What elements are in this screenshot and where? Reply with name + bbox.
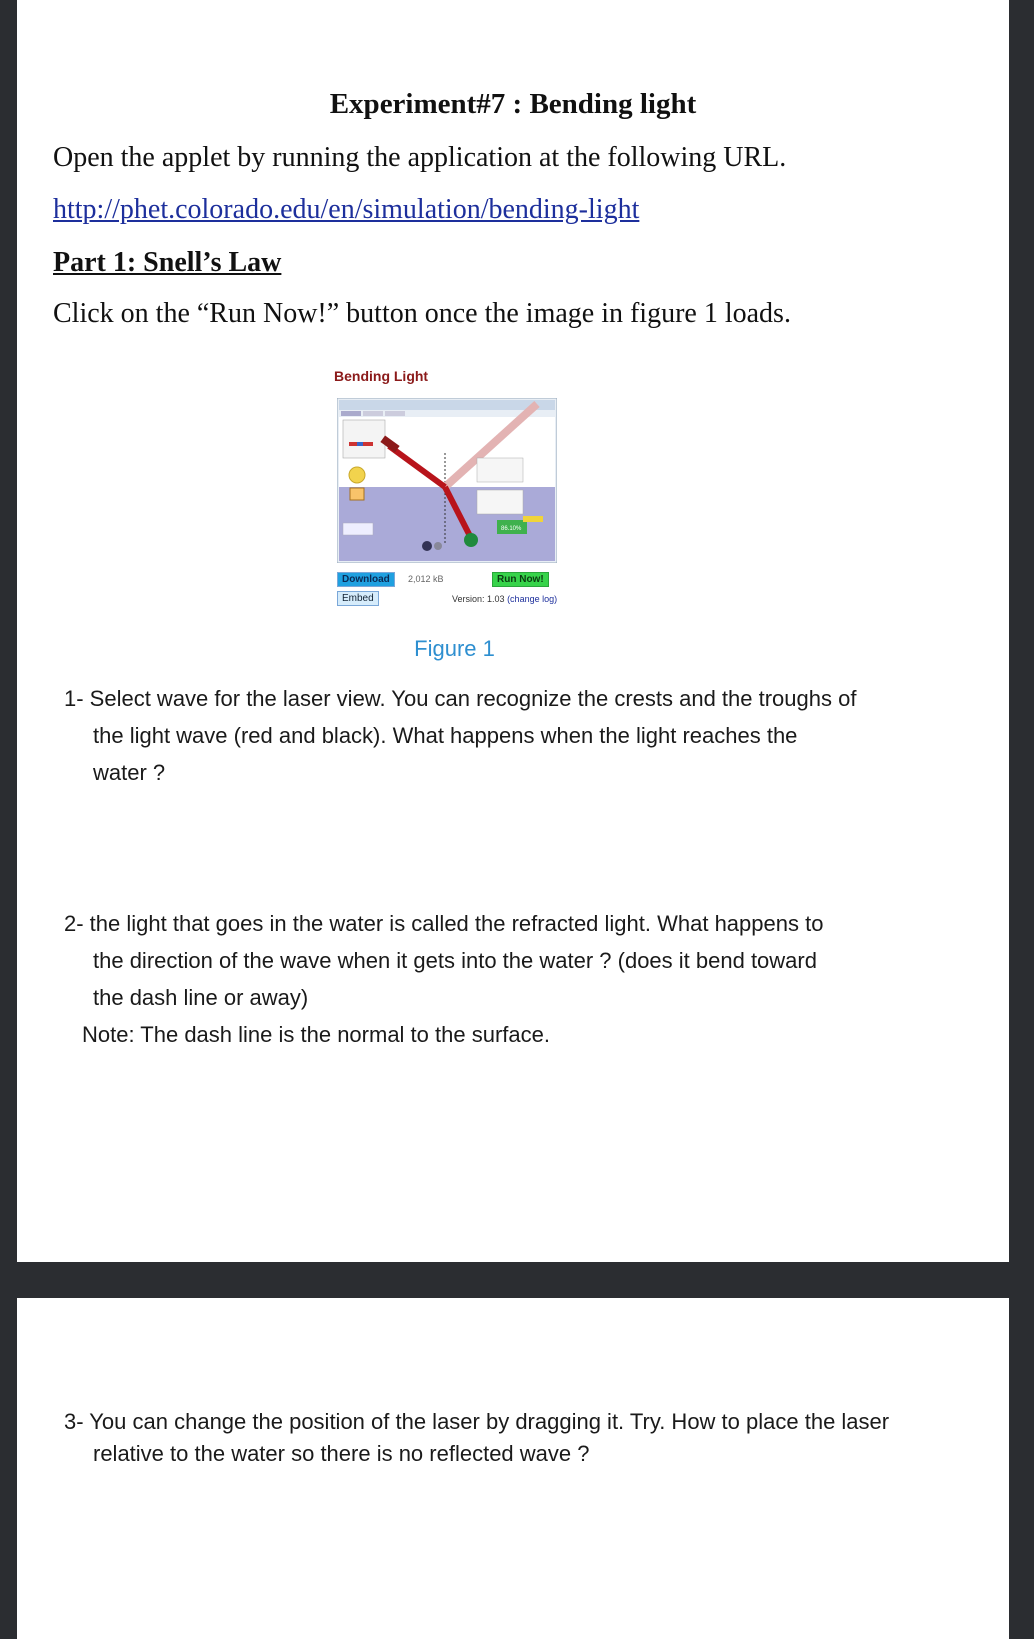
tool-box — [343, 523, 373, 535]
question-3-line-2: relative to the water so there is no reflected wave ? — [93, 1441, 590, 1466]
step-button — [434, 542, 442, 550]
pause-button — [422, 541, 432, 551]
intensity-meter-icon — [350, 488, 364, 500]
intensity-readout: 86.10% — [501, 526, 522, 532]
applet-screenshot — [337, 398, 557, 563]
question-2-note: Note: The dash line is the normal to the surface. — [82, 1022, 550, 1047]
embed-button[interactable]: Embed — [337, 591, 379, 606]
intensity-sensor — [464, 533, 478, 547]
figure-1 — [332, 368, 582, 608]
run-now-instruction: Click on the “Run Now!” button once the image in figure 1 loads. — [53, 298, 791, 329]
change-log-link[interactable]: (change log) — [507, 594, 558, 604]
figure-header: Bending Light — [334, 368, 429, 384]
question-3-line-1: 3- You can change the position of the laser by dragging it. Try. How to place the laser — [64, 1409, 890, 1434]
question-2-line-1: 2- the light that goes in the water is called the refracted light. What happens to — [64, 911, 824, 936]
material-panel-top — [477, 458, 523, 482]
question-1-line-1: 1- Select wave for the laser view. You can recognize the crests and the troughs of — [64, 686, 857, 711]
material-panel-bottom — [477, 490, 523, 514]
wavelength-bar-blue — [357, 442, 363, 446]
simulation-url-link[interactable]: http://phet.colorado.edu/en/simulation/bending-light — [53, 194, 640, 225]
part1-heading: Part 1: Snell’s Law — [53, 247, 282, 278]
run-now-button[interactable]: Run Now! — [492, 572, 549, 587]
file-size: 2,012 kB — [408, 574, 444, 584]
question-2-line-2: the direction of the wave when it gets into the water ? (does it bend toward — [93, 948, 817, 973]
version-text: Version: 1.03 — [452, 594, 505, 604]
applet-titlebar — [339, 400, 555, 410]
download-button[interactable]: Download — [337, 572, 395, 587]
question-1-line-3: water ? — [93, 760, 166, 785]
tab — [363, 411, 383, 416]
page-title: Experiment#7 : Bending light — [329, 88, 697, 120]
figure-caption: Figure 1 — [414, 636, 495, 661]
document-page-2 — [17, 1298, 1009, 1639]
question-2-line-3: the dash line or away) — [93, 985, 309, 1010]
document-page-1 — [17, 0, 1009, 1262]
version-info — [452, 594, 557, 604]
reset-all-button — [523, 516, 543, 522]
tab — [385, 411, 405, 416]
question-1-line-2: the light wave (red and black). What happens when the light reaches the — [93, 723, 798, 748]
tab — [341, 411, 361, 416]
intro-text: Open the applet by running the application at the following URL. — [53, 142, 787, 173]
laser-view-panel — [343, 420, 385, 458]
protractor-icon — [349, 467, 365, 483]
